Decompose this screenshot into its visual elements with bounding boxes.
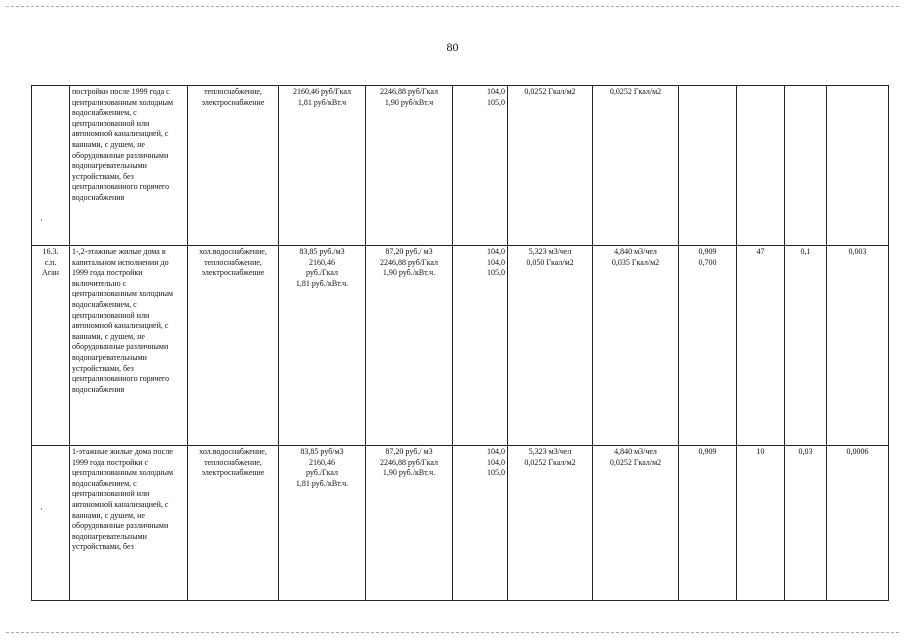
norm-a-cell: 5,323 м3/чел 0,0252 Гкал/м2 xyxy=(508,446,593,601)
tariff-a-cell: 83,85 руб./м3 2160,46 руб./Гкал 1,81 руб./кВт.ч. xyxy=(279,246,366,446)
tariff-table xyxy=(31,85,889,601)
index-cell: 104,0 105,0 xyxy=(453,86,508,246)
description-cell: 1-,2-этажные жилые дома в капитальном исполнении до 1999 года постройки включительно с централизованным холодным водоснабжением, с централизованной или автономной канализацией, с ваннами, с душем, не оборудованные различными водонагревательными устройствами, без централизованного горячего водоснабжения xyxy=(70,246,188,446)
column-12-cell xyxy=(785,86,827,246)
table-row xyxy=(32,446,889,601)
scan-bottom-edge xyxy=(6,632,899,633)
description-cell: 1-этажные жилые дома после 1999 года постройки с централизованным холодным водоснабжением, с централизованной или автономной канализацией, с ваннами, с душем, не оборудованные различными водонагревательными устройствами, без xyxy=(70,446,188,601)
index-cell: 104,0 104,0 105,0 xyxy=(453,246,508,446)
index-cell: 104,0 104,0 105,0 xyxy=(453,446,508,601)
count-cell: 10 xyxy=(737,446,785,601)
column-13-cell: 0,003 xyxy=(827,246,889,446)
coefficient-cell: 0,909 0,700 xyxy=(679,246,737,446)
tariff-b-cell: 87,20 руб./ м3 2246,88 руб/Гкал 1,90 руб./кВт.ч. xyxy=(366,246,453,446)
column-13-cell xyxy=(827,86,889,246)
norm-b-cell: 4,840 м3/чел 0,0252 Гкал/м2 xyxy=(593,446,679,601)
row-number-cell: 16.3. с.п. Аган xyxy=(32,246,70,446)
coefficient-cell xyxy=(679,86,737,246)
tariff-a-cell: 83,85 руб/м3 2160,46 руб./Гкал 1,81 руб./кВт.ч. xyxy=(279,446,366,601)
services-cell: хол.водоснабжение, теплоснабжение, электроснабжение xyxy=(188,246,279,446)
services-cell: теплоснабжение, электроснабжение xyxy=(188,86,279,246)
page-number: 80 xyxy=(446,40,459,54)
table-row xyxy=(32,246,889,446)
count-cell xyxy=(737,86,785,246)
description-cell: постройки после 1999 года с централизованным холодным водоснабжением, с централизованной или автономной канализацией, с ваннами, с душем, не оборудованные различными водонагревательными устройствами, без централизованного горячего водоснабжения xyxy=(70,86,188,246)
row-number-cell xyxy=(32,86,70,246)
norm-b-cell: 0,0252 Гкал/м2 xyxy=(593,86,679,246)
column-12-cell: 0,1 xyxy=(785,246,827,446)
coefficient-cell: 0,909 xyxy=(679,446,737,601)
tariff-b-cell: 87,20 руб./ м3 2246,88 руб/Гкал 1,90 руб./кВт.ч. xyxy=(366,446,453,601)
table-row xyxy=(32,86,889,246)
count-cell: 47 xyxy=(737,246,785,446)
scan-speck: · xyxy=(40,504,43,514)
services-cell: хол.водоснабжение, теплоснабжение, электроснабжение xyxy=(188,446,279,601)
column-12-cell: 0,03 xyxy=(785,446,827,601)
norm-a-cell: 0,0252 Гкал/м2 xyxy=(508,86,593,246)
row-number-cell xyxy=(32,446,70,601)
tariff-a-cell: 2160,46 руб/Гкал 1,81 руб/кВт.ч xyxy=(279,86,366,246)
scan-speck: · xyxy=(40,215,43,225)
scan-top-edge xyxy=(6,6,899,7)
column-13-cell: 0,0006 xyxy=(827,446,889,601)
tariff-b-cell: 2246,88 руб/Гкал 1,90 руб/кВт.ч xyxy=(366,86,453,246)
norm-b-cell: 4,840 м3/чел 0,035 Гкал/м2 xyxy=(593,246,679,446)
norm-a-cell: 5,323 м3/чел 0,050 Гкал/м2 xyxy=(508,246,593,446)
